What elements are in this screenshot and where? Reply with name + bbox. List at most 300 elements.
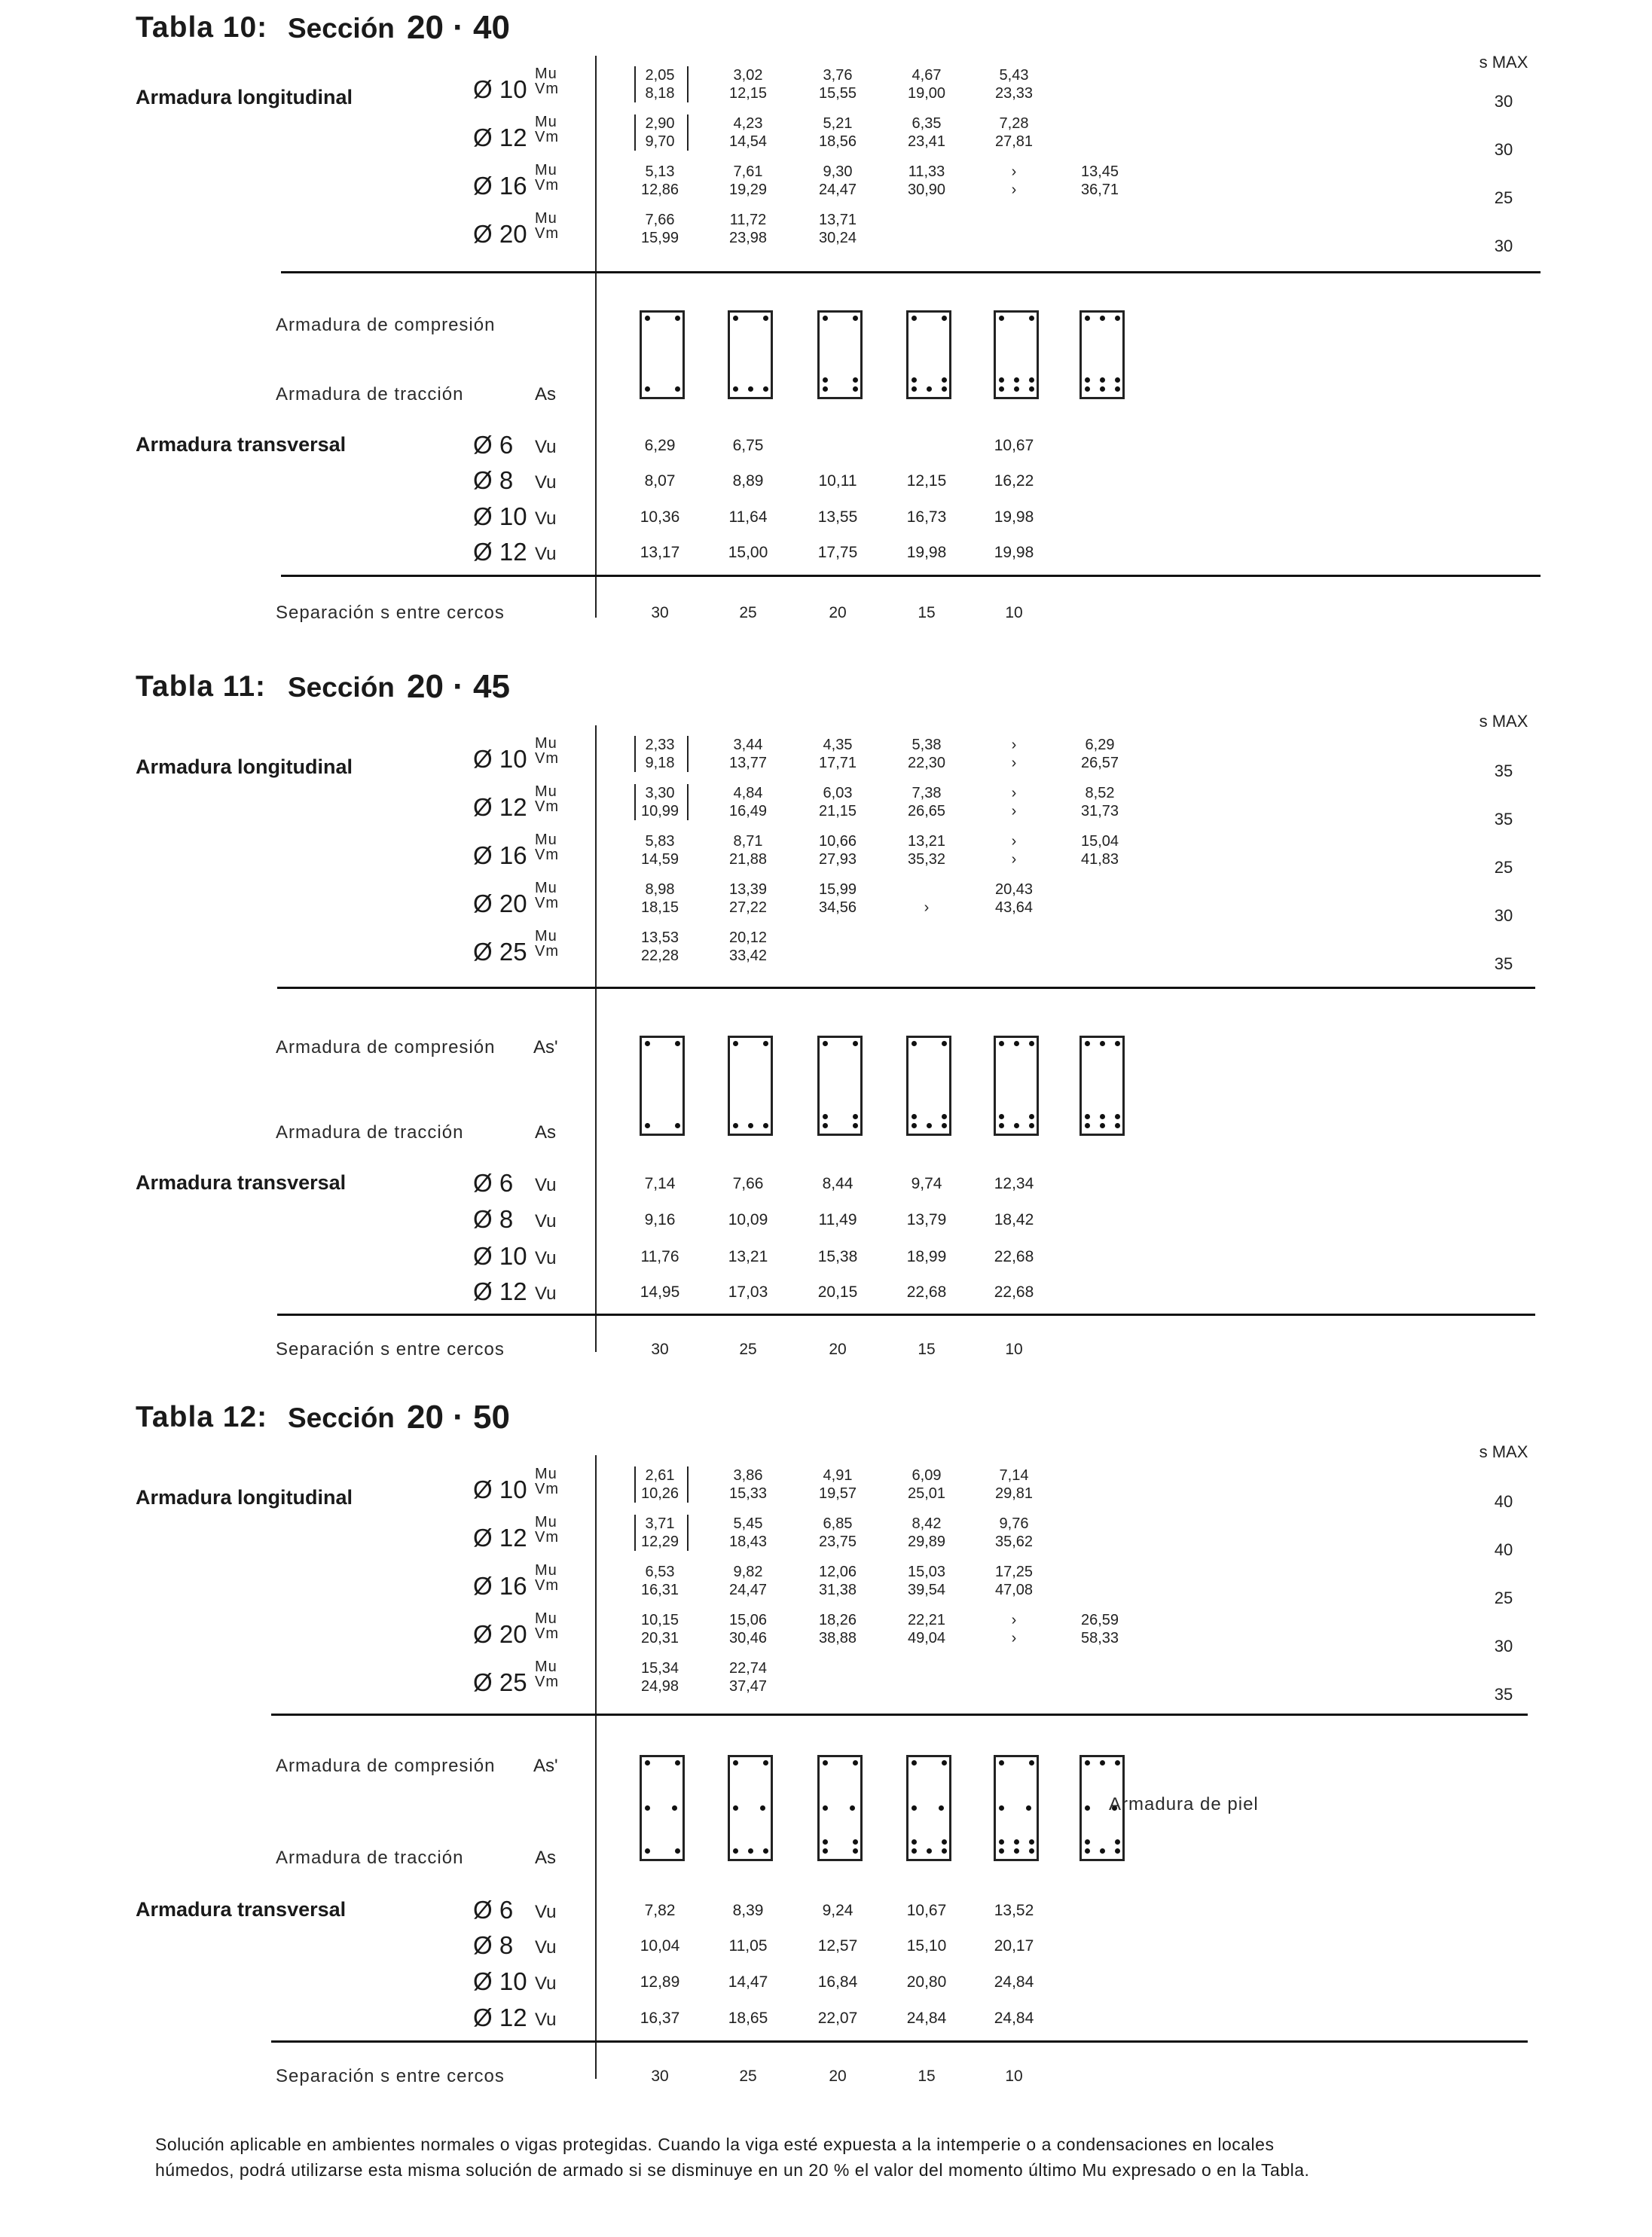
- smax-value: 35: [1494, 810, 1513, 829]
- cell-mu: 2,61: [645, 1467, 675, 1484]
- unit-vm: Vm: [535, 1625, 559, 1642]
- section-dims: [407, 9, 510, 47]
- unit-vu: Vu: [535, 1211, 557, 1231]
- rebar-dot: [999, 377, 1004, 383]
- section-dims: [407, 668, 510, 706]
- rebar-dot: [999, 316, 1004, 321]
- unit-vm: Vm: [535, 81, 559, 97]
- rebar-dot: [763, 1760, 768, 1765]
- rebar-dot: [645, 316, 650, 321]
- cell-vm: ›: [1011, 182, 1017, 198]
- cell-mu: 8,98: [645, 881, 675, 898]
- separation-value: 30: [651, 1341, 669, 1358]
- rebar-dot: [1115, 1848, 1120, 1854]
- rebar-dot: [912, 1123, 917, 1128]
- rebar-dot: [1085, 386, 1090, 392]
- rebar-dot: [942, 1760, 947, 1765]
- cell-vm: 49,04: [907, 1630, 946, 1646]
- rebar-dot: [1100, 1114, 1105, 1119]
- rebar-dot: [1100, 377, 1105, 383]
- rebar-section-icon: [994, 1036, 1039, 1136]
- cell-vu: 22,68: [994, 1283, 1034, 1301]
- rebar-dot: [942, 1839, 947, 1845]
- diameter-label: Ø 20: [473, 1620, 527, 1648]
- cell-vm: 16,49: [728, 803, 768, 819]
- longitudinal-label: Armadura longitudinal: [136, 1486, 353, 1509]
- separation-value: 25: [739, 1341, 757, 1358]
- cell-vm: 9,18: [645, 755, 675, 771]
- compression-label: Armadura de compresión: [276, 1037, 496, 1057]
- unit-mu: Mu: [535, 1659, 557, 1675]
- cell-vu: 11,49: [818, 1211, 857, 1228]
- cell-mu: 6,03: [823, 785, 853, 801]
- cell-mu: 3,30: [645, 785, 675, 801]
- cell-mu: 2,90: [645, 115, 675, 132]
- rebar-dot: [999, 1041, 1004, 1046]
- cell-vm: 35,62: [994, 1534, 1034, 1550]
- diameter-label: Ø 10: [473, 1967, 527, 1995]
- rebar-dot: [748, 1123, 753, 1128]
- rebar-dot: [823, 316, 828, 321]
- unit-mu: Mu: [535, 1514, 557, 1530]
- diameter-label: Ø 20: [473, 220, 527, 248]
- rebar-dot: [675, 1848, 680, 1854]
- rebar-dot: [675, 386, 680, 392]
- rebar-dot: [823, 1123, 828, 1128]
- rebar-dot: [763, 316, 768, 321]
- rebar-dot: [645, 1805, 650, 1811]
- value-bracket: [634, 784, 689, 820]
- unit-vm: Vm: [535, 943, 559, 960]
- cell-vm: 19,29: [728, 182, 768, 198]
- cell-mu: 7,61: [733, 163, 763, 180]
- cell-mu: 3,86: [733, 1467, 763, 1484]
- cell-vu: 14,95: [640, 1283, 680, 1301]
- diameter-label: Ø 16: [473, 841, 527, 869]
- cell-mu: 8,52: [1085, 785, 1115, 801]
- unit-mu: Mu: [535, 162, 557, 179]
- cell-vu: 20,17: [994, 1937, 1034, 1955]
- cell-vu: 13,21: [728, 1248, 768, 1265]
- rebar-dot: [763, 1848, 768, 1854]
- unit-vm: Vm: [535, 1577, 559, 1594]
- cell-mu: 7,28: [999, 115, 1029, 132]
- cell-vm: 27,81: [994, 133, 1034, 150]
- cell-vm: 18,43: [728, 1534, 768, 1550]
- rebar-dot: [853, 1114, 858, 1119]
- cell-vm: 13,77: [728, 755, 768, 771]
- rebar-dot: [927, 386, 932, 392]
- rebar-dot: [823, 1041, 828, 1046]
- section-rule: [277, 1314, 1535, 1316]
- rebar-dot: [1085, 1839, 1090, 1845]
- diameter-label: Ø 12: [473, 2004, 527, 2031]
- cell-mu: 8,71: [733, 833, 763, 850]
- cell-vu: 20,80: [906, 1973, 947, 1991]
- cell-vu: 16,22: [994, 472, 1034, 490]
- diameter-label: Ø 20: [473, 890, 527, 917]
- cell-vm: 30,46: [728, 1630, 768, 1646]
- longitudinal-label: Armadura longitudinal: [136, 86, 353, 108]
- smax-value: 30: [1494, 140, 1513, 159]
- rebar-dot: [912, 1805, 917, 1811]
- rebar-dot: [733, 316, 738, 321]
- section-dims: [407, 1399, 510, 1436]
- rebar-dot: [853, 316, 858, 321]
- rebar-section-icon: [640, 310, 685, 399]
- cell-vm: 27,93: [818, 851, 857, 868]
- footnote: [155, 2132, 1309, 2183]
- unit-mu: Mu: [535, 880, 557, 896]
- rebar-section-icon: [906, 310, 951, 399]
- diameter-label: Ø 25: [473, 1668, 527, 1696]
- rebar-dot: [939, 1805, 944, 1811]
- rebar-dot: [853, 1041, 858, 1046]
- compression-unit: As': [533, 1037, 558, 1057]
- cell-mu: 9,76: [999, 1515, 1029, 1532]
- rebar-section-icon: [728, 1036, 773, 1136]
- cell-vu: 22,68: [994, 1248, 1034, 1265]
- rebar-section-icon: [994, 310, 1039, 399]
- cell-mu: 12,06: [818, 1564, 857, 1580]
- cell-mu: 5,21: [823, 115, 853, 132]
- traction-label: Armadura de tracción: [276, 384, 464, 404]
- unit-vu: Vu: [535, 1973, 557, 1994]
- cell-vm: 23,75: [818, 1534, 857, 1550]
- cell-vm: ›: [1011, 755, 1017, 771]
- rebar-dot: [763, 1041, 768, 1046]
- unit-vm: Vm: [535, 1674, 559, 1690]
- cell-vu: 18,42: [994, 1211, 1034, 1228]
- longitudinal-label: Armadura longitudinal: [136, 755, 353, 778]
- smax-value: 25: [1494, 858, 1513, 877]
- separation-value: 20: [829, 604, 847, 621]
- rebar-dot: [1029, 316, 1034, 321]
- cell-vm: 41,83: [1080, 851, 1119, 868]
- rebar-dot: [1085, 1805, 1090, 1811]
- rebar-dot: [853, 1760, 858, 1765]
- rebar-dot: [1115, 1041, 1120, 1046]
- rebar-dot: [912, 377, 917, 383]
- diameter-label: Ø 12: [473, 538, 527, 566]
- cell-vm: 22,28: [640, 948, 679, 964]
- rebar-dot: [1100, 386, 1105, 392]
- rebar-dot: [733, 1848, 738, 1854]
- cell-mu: ›: [1011, 785, 1017, 801]
- rebar-dot: [853, 1848, 858, 1854]
- smax-value: 30: [1494, 92, 1513, 111]
- section-rule: [271, 1714, 1528, 1716]
- cell-vm: 34,56: [818, 899, 857, 916]
- table-title: Tabla 12:: [136, 1401, 268, 1433]
- smax-value: 35: [1494, 761, 1513, 780]
- rebar-dot: [1115, 1760, 1120, 1765]
- rebar-dot: [1014, 1848, 1019, 1854]
- rebar-dot: [1029, 1760, 1034, 1765]
- diameter-label: Ø 8: [473, 1205, 514, 1233]
- diameter-label: Ø 8: [473, 1931, 514, 1959]
- value-bracket: [634, 66, 689, 102]
- cell-mu: 4,35: [823, 737, 853, 753]
- cell-mu: 6,35: [912, 115, 942, 132]
- cell-vu: 8,07: [644, 472, 676, 490]
- cell-vm: ›: [1011, 1630, 1017, 1646]
- rebar-dot: [823, 1805, 828, 1811]
- rebar-dot: [999, 386, 1004, 392]
- cell-vu: 20,15: [817, 1283, 858, 1301]
- cell-mu: 2,33: [645, 737, 675, 753]
- separation-value: 25: [739, 604, 757, 621]
- cell-vu: 9,74: [911, 1175, 942, 1192]
- cell-vm: 36,71: [1080, 182, 1119, 198]
- section-label: Sección: [288, 672, 395, 703]
- unit-vu: Vu: [535, 544, 557, 564]
- footnote-line-2: húmedos, podrá utilizarse esta misma solución de armado si se disminuye en un 20 % el valor del momento último Mu expresado o en la Tabla.: [155, 2160, 1310, 2180]
- rebar-dot: [1014, 386, 1019, 392]
- cell-vu: 24,84: [994, 1973, 1034, 1991]
- cell-mu: 13,71: [818, 212, 857, 228]
- rebar-dot: [942, 1114, 947, 1119]
- rebar-dot: [675, 1123, 680, 1128]
- cell-vu: 8,89: [732, 472, 764, 490]
- rebar-dot: [1100, 1123, 1105, 1128]
- cell-vu: 24,84: [906, 2010, 947, 2027]
- cell-vu: 7,82: [644, 1902, 676, 1919]
- compression-unit: As': [533, 1756, 558, 1776]
- rebar-dot: [1085, 1114, 1090, 1119]
- cell-mu: 2,05: [645, 67, 675, 84]
- cell-vm: 29,89: [907, 1534, 946, 1550]
- cell-mu: 4,67: [912, 67, 942, 84]
- cell-vu: 19,98: [994, 544, 1034, 561]
- transversal-label: Armadura transversal: [136, 433, 347, 456]
- smax-header: s MAX: [1479, 1442, 1528, 1461]
- section-dims-value: 20 · 40: [407, 9, 510, 46]
- rebar-section-icon: [994, 1755, 1039, 1861]
- cell-vm: 18,56: [818, 133, 857, 150]
- smax-value: 30: [1494, 1637, 1513, 1656]
- cell-mu: 3,44: [733, 737, 763, 753]
- rebar-section-icon: [817, 1036, 863, 1136]
- rebar-dot: [912, 1760, 917, 1765]
- cell-vm: 39,54: [907, 1582, 946, 1598]
- cell-vm: 26,57: [1080, 755, 1119, 771]
- cell-vm: ›: [924, 899, 930, 916]
- cell-vm: 31,73: [1080, 803, 1119, 819]
- traction-label: Armadura de tracción: [276, 1122, 464, 1143]
- cell-mu: 15,99: [818, 881, 857, 898]
- cell-vm: 38,88: [818, 1630, 857, 1646]
- unit-mu: Mu: [535, 1562, 557, 1579]
- smax-header: s MAX: [1479, 53, 1528, 72]
- traction-unit: As: [535, 384, 557, 404]
- unit-vm: Vm: [535, 750, 559, 767]
- cell-vm: 23,41: [907, 133, 946, 150]
- cell-vm: 19,57: [818, 1485, 857, 1502]
- cell-mu: 13,39: [728, 881, 768, 898]
- diameter-label: Ø 10: [473, 745, 527, 773]
- cell-vu: 15,00: [728, 544, 768, 561]
- cell-vu: 11,05: [728, 1937, 768, 1955]
- cell-vu: 10,67: [994, 437, 1034, 454]
- rebar-dot: [853, 377, 858, 383]
- cell-vm: 37,47: [728, 1678, 768, 1695]
- rebar-dot: [1100, 1041, 1105, 1046]
- rebar-section-icon: [906, 1036, 951, 1136]
- cell-vu: 16,73: [906, 508, 947, 526]
- separation-value: 15: [918, 2068, 936, 2085]
- rebar-dot: [999, 1848, 1004, 1854]
- diameter-label: Ø 8: [473, 466, 514, 494]
- diameter-label: Ø 12: [473, 124, 527, 151]
- rebar-dot: [1115, 1123, 1120, 1128]
- diameter-label: Ø 12: [473, 1277, 527, 1305]
- cell-vm: 16,31: [640, 1582, 679, 1598]
- section-label: Sección: [288, 1402, 395, 1433]
- rebar-section-icon: [817, 310, 863, 399]
- cell-vu: 19,98: [906, 544, 947, 561]
- rebar-dot: [1029, 377, 1034, 383]
- diameter-label: Ø 16: [473, 172, 527, 200]
- cell-vu: 7,14: [644, 1175, 676, 1192]
- cell-vm: 23,33: [994, 85, 1034, 102]
- cell-mu: 5,45: [733, 1515, 763, 1532]
- smax-value: 25: [1494, 1588, 1513, 1607]
- cell-mu: 13,45: [1080, 163, 1119, 180]
- separation-label: Separación s entre cercos: [276, 603, 505, 623]
- cell-mu: 17,25: [994, 1564, 1034, 1580]
- rebar-dot: [733, 386, 738, 392]
- cell-vu: 15,38: [817, 1248, 858, 1265]
- transversal-label: Armadura transversal: [136, 1898, 347, 1921]
- cell-vm: 24,47: [818, 182, 857, 198]
- rebar-section-icon: [906, 1755, 951, 1861]
- section-dims-value: 20 · 45: [407, 668, 510, 705]
- cell-mu: 18,26: [818, 1612, 857, 1628]
- rebar-dot: [760, 1805, 765, 1811]
- unit-vm: Vm: [535, 177, 559, 194]
- rebar-dot: [1014, 1041, 1019, 1046]
- cell-mu: 6,85: [823, 1515, 853, 1532]
- rebar-dot: [912, 1848, 917, 1854]
- cell-mu: ›: [1011, 1612, 1017, 1628]
- rebar-dot: [1100, 1848, 1105, 1854]
- rebar-dot: [1029, 1123, 1034, 1128]
- cell-mu: 3,02: [733, 67, 763, 84]
- cell-vm: 14,54: [728, 133, 768, 150]
- cell-vu: 13,17: [640, 544, 680, 561]
- cell-vu: 13,52: [994, 1902, 1034, 1919]
- cell-mu: 20,12: [728, 929, 768, 946]
- cell-vm: 15,33: [728, 1485, 768, 1502]
- diameter-label: Ø 16: [473, 1572, 527, 1600]
- unit-vm: Vm: [535, 129, 559, 145]
- cell-vm: 25,01: [907, 1485, 946, 1502]
- cell-mu: 15,03: [907, 1564, 946, 1580]
- rebar-dot: [942, 377, 947, 383]
- section-rule: [277, 987, 1535, 989]
- cell-mu: 6,29: [1085, 737, 1115, 753]
- cell-vm: 58,33: [1080, 1630, 1119, 1646]
- rebar-dot: [748, 386, 753, 392]
- cell-vu: 13,55: [817, 508, 858, 526]
- unit-vu: Vu: [535, 1937, 557, 1958]
- rebar-dot: [645, 1848, 650, 1854]
- cell-mu: 8,42: [912, 1515, 942, 1532]
- cell-vm: 19,00: [907, 85, 946, 102]
- rebar-dot: [999, 1123, 1004, 1128]
- rebar-dot: [999, 1839, 1004, 1845]
- cell-mu: 7,66: [645, 212, 675, 228]
- cell-vu: 6,75: [732, 437, 764, 454]
- cell-vu: 10,36: [640, 508, 680, 526]
- cell-vu: 16,84: [817, 1973, 858, 1991]
- unit-vm: Vm: [535, 1529, 559, 1546]
- rebar-dot: [823, 1839, 828, 1845]
- table-vertical-rule: [595, 725, 597, 1352]
- cell-vm: 15,55: [818, 85, 857, 102]
- rebar-dot: [1085, 1123, 1090, 1128]
- rebar-dot: [1115, 1839, 1120, 1845]
- cell-vu: 12,57: [817, 1937, 858, 1955]
- cell-vm: 33,42: [728, 948, 768, 964]
- diameter-label: Ø 10: [473, 75, 527, 103]
- rebar-dot: [1029, 1041, 1034, 1046]
- rebar-dot: [1085, 377, 1090, 383]
- cell-mu: 22,74: [728, 1660, 768, 1677]
- cell-vu: 22,68: [906, 1283, 947, 1301]
- unit-vu: Vu: [535, 2010, 557, 2030]
- cell-mu: 6,53: [645, 1564, 675, 1580]
- rebar-dot: [912, 1839, 917, 1845]
- cell-vm: 21,88: [728, 851, 768, 868]
- cell-vm: 20,31: [640, 1630, 679, 1646]
- cell-vm: 15,99: [640, 230, 679, 246]
- diameter-label: Ø 6: [473, 431, 514, 459]
- separation-value: 20: [829, 2068, 847, 2085]
- rebar-section-icon: [640, 1755, 685, 1861]
- rebar-dot: [675, 316, 680, 321]
- cell-vm: 47,08: [994, 1582, 1034, 1598]
- rebar-dot: [823, 1848, 828, 1854]
- rebar-dot: [733, 1805, 738, 1811]
- rebar-dot: [912, 1114, 917, 1119]
- cell-vu: 16,37: [640, 2010, 680, 2027]
- cell-mu: 11,72: [729, 212, 767, 228]
- value-bracket: [634, 1515, 689, 1551]
- rebar-dot: [748, 1848, 753, 1854]
- rebar-dot: [1014, 1123, 1019, 1128]
- cell-vm: 22,30: [907, 755, 946, 771]
- cell-vm: 12,86: [640, 182, 679, 198]
- rebar-section-icon: [728, 1755, 773, 1861]
- smax-value: 40: [1494, 1492, 1513, 1511]
- rebar-dot: [733, 1123, 738, 1128]
- diameter-label: Ø 12: [473, 793, 527, 821]
- smax-value: 35: [1494, 954, 1513, 973]
- cell-vu: 17,75: [817, 544, 858, 561]
- smax-value: 30: [1494, 906, 1513, 925]
- unit-vu: Vu: [535, 437, 557, 457]
- cell-mu: 15,34: [640, 1660, 679, 1677]
- unit-mu: Mu: [535, 66, 557, 82]
- separation-value: 30: [651, 2068, 669, 2085]
- cell-vm: 23,98: [728, 230, 768, 246]
- cell-vm: 18,15: [640, 899, 679, 916]
- rebar-dot: [942, 386, 947, 392]
- cell-mu: 9,82: [733, 1564, 763, 1580]
- unit-mu: Mu: [535, 1466, 557, 1482]
